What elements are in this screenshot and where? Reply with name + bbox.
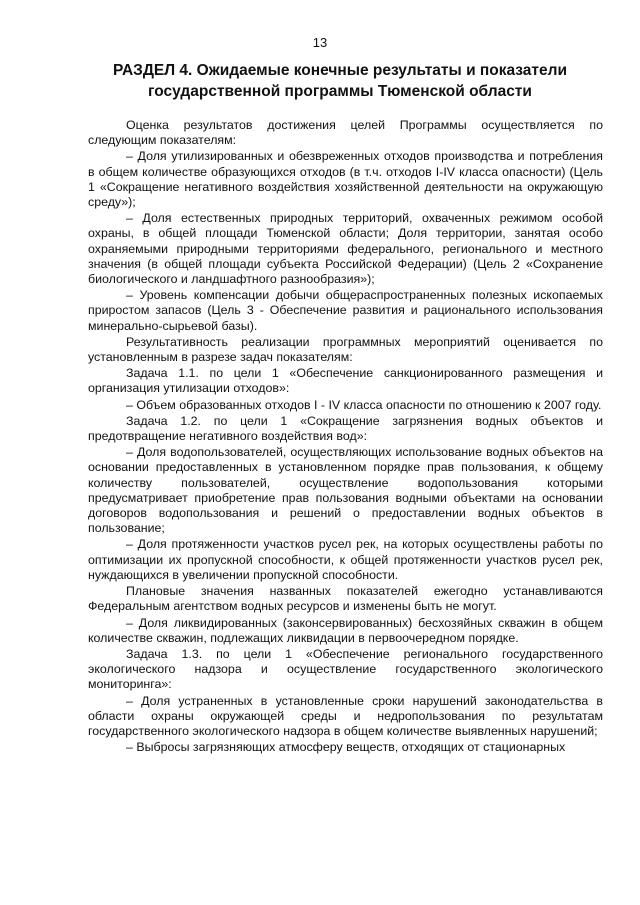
paragraph-1: Оценка результатов достижения целей Программы осуществляется по следующим показателям: bbox=[88, 118, 603, 148]
body-text bbox=[88, 118, 603, 756]
paragraph-9: – Доля водопользователей, осуществляющих использование водных объектов на основании предоставленных в установленном порядке прав пользования, к общему количеству пользователей, осуществление водопользования которыми предусматривает приобретение прав пользования водными объектами на основании договоров водопользования и решений о предоставлении водных объектов в пользование; bbox=[88, 445, 603, 536]
paragraph-6: Задача 1.1. по цели 1 «Обеспечение санкционированного размещения и организация утилизации отходов»: bbox=[88, 366, 603, 396]
section-title-line-1: РАЗДЕЛ 4. Ожидаемые конечные результаты и показатели bbox=[112, 62, 568, 79]
paragraph-7: – Объем образованных отходов I - IV класса опасности по отношению к 2007 году. bbox=[126, 397, 602, 412]
paragraph-11: Плановые значения названных показателей ежегодно устанавливаются Федеральным агентством водных ресурсов и изменены быть не могут. bbox=[88, 584, 603, 614]
paragraph-13: Задача 1.3. по цели 1 «Обеспечение регионального государственного экологического надзора и осуществление государственного экологического мониторинга»: bbox=[88, 646, 603, 692]
paragraph-4: – Уровень компенсации добычи общераспространенных полезных ископаемых приростом запасов (Цель 3 - Обеспечение развития и рационального использования минерально-сырьевой базы). bbox=[88, 288, 603, 333]
paragraph-2: – Доля утилизированных и обезвреженных отходов производства и потребления в общем количестве образующихся отходов (в т.ч. отходов I-IV класса опасности) (Цель 1 «Сокращение негативного воздействия хозяйственной деятельности на окружающую среду»); bbox=[88, 149, 603, 210]
paragraph-8: Задача 1.2. по цели 1 «Сокращение загрязнения водных объектов и предотвращение негативного воздействия вод»: bbox=[88, 413, 603, 444]
section-title bbox=[70, 60, 610, 102]
page-number: 13 bbox=[312, 35, 328, 50]
section-title-line-2: государственной программы Тюменской области bbox=[148, 83, 532, 100]
paragraph-3: – Доля естественных природных территорий, охваченных режимом особой охраны, в общей площади Тюменской области; Доля территории, занятая особо охраняемыми природными территориями федерального, регионального и местного значения (в общей площади субъекта Российской Федерации) (Цель 2 «Сохранение биологического и ландшафтного разнообразия»); bbox=[88, 211, 603, 287]
paragraph-12: – Доля ликвидированных (законсервированных) бесхозяйных скважин в общем количестве скважин, подлежащих ликвидации в первоочередном порядке. bbox=[88, 615, 603, 645]
paragraph-5: Результативность реализации программных мероприятий оценивается по установленным в разрезе задач показателям: bbox=[88, 334, 603, 365]
paragraph-14: – Доля устраненных в установленные сроки нарушений законодательства в области охраны окружающей среды и недропользования по результатам государственного экологического надзора в общем количестве выявленных нарушений; bbox=[88, 693, 603, 738]
paragraph-15: – Выбросы загрязняющих атмосферу веществ, отходящих от стационарных bbox=[126, 740, 566, 755]
paragraph-10: – Доля протяженности участков русел рек, на которых осуществлены работы по оптимизации их пропускной способности, к общей протяженности участков русел рек, нуждающихся в увеличении пропускной способности. bbox=[88, 537, 603, 582]
